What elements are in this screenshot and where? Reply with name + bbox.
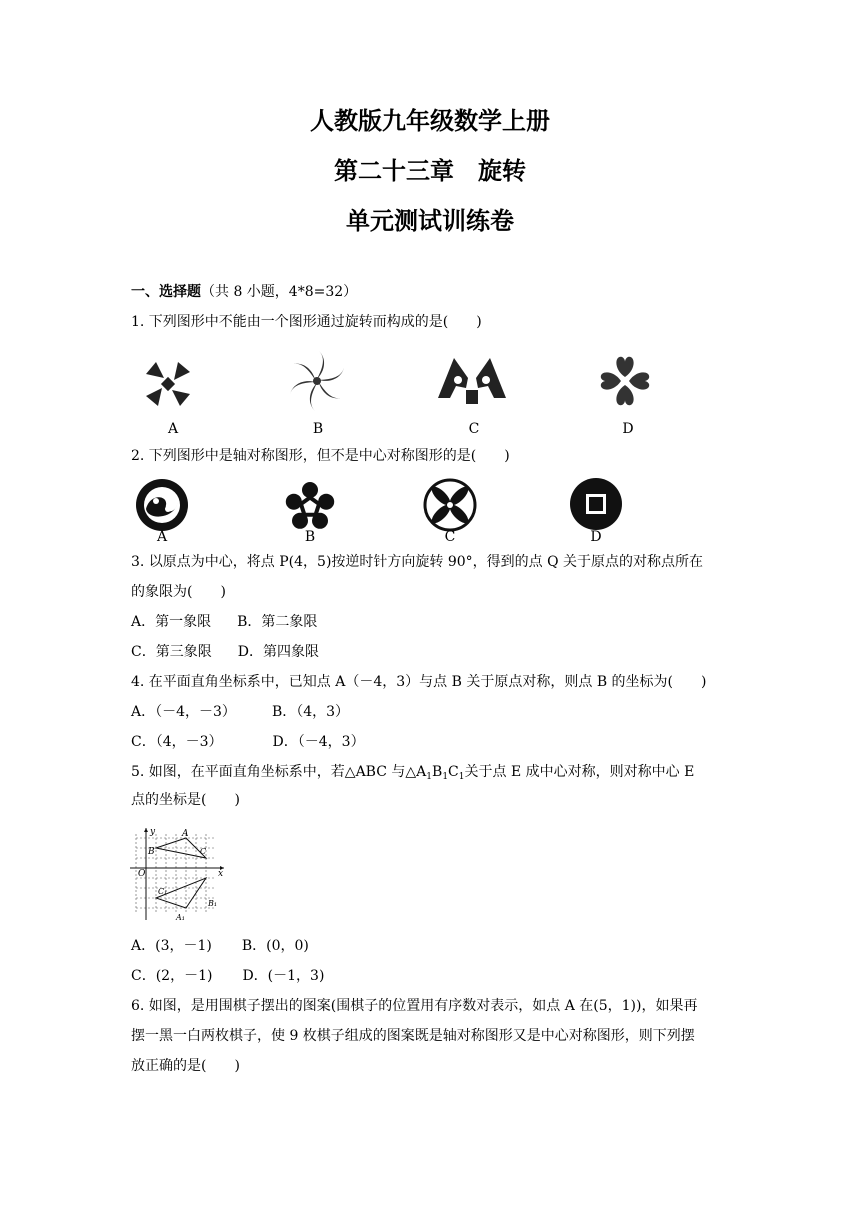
q5-point-b1: B₁ [208, 899, 218, 908]
q4-options-row-2 [131, 732, 365, 752]
q2-caption-d: D [590, 529, 602, 545]
q1-caption-a: A [167, 421, 179, 437]
question-3-line-1: 3. 以原点为中心，将点 P(4，5)按逆时针方向旋转 90°，得到的点 Q 关于原点的对称点所在 [131, 554, 704, 570]
q3-options-row-2 [131, 642, 319, 662]
q5-point-c1: C₁ [158, 887, 168, 896]
section-heading [131, 282, 357, 302]
q1-caption-d: D [622, 421, 634, 437]
q5-sub-a1: 1 [426, 772, 433, 782]
q2-caption-a: A [156, 529, 168, 545]
question-6-line-2: 摆一黑一白两枚棋子，使 9 枚棋子组成的图案既是轴对称图形又是中心对称图形，则下列摆 [131, 1028, 695, 1044]
question-6-line-1: 6. 如图，是用围棋子摆出的图案(围棋子的位置用有序数对表示，如点 A 在(5，1))，如果再 [131, 998, 698, 1014]
q3-option-b: B．第二象限 [237, 614, 318, 630]
q3-option-c: C．第三象限 [131, 644, 212, 660]
document-title: 人教版九年级数学上册 [310, 107, 550, 135]
q5-origin-label: O [138, 869, 146, 879]
q5-text-part-b: B [432, 764, 443, 780]
section-label: 一、选择题 [131, 284, 201, 300]
q5-option-d: D．(－1，3) [242, 968, 325, 984]
q1-figure-d-hearts [594, 352, 656, 410]
q2-figure-a-circle-swirl [132, 478, 192, 532]
q3-options-row-1 [131, 612, 317, 632]
q5-coordinate-figure [128, 826, 228, 924]
q2-figure-c-circle-petals [422, 478, 478, 532]
chapter-title: 第二十三章 旋转 [334, 157, 526, 185]
q5-x-label: x [218, 869, 224, 879]
q2-caption-c: C [444, 529, 456, 545]
q3-option-d: D．第四象限 [237, 644, 319, 660]
q5-sub-c1: 1 [458, 772, 465, 782]
question-2-text: 2. 下列图形中是轴对称图形，但不是中心对称图形的是( ) [131, 448, 510, 464]
q1-figure-c-triangles [436, 356, 508, 408]
q4-option-a: A．（－4，－3） [131, 704, 236, 720]
q5-options-row-1 [131, 936, 309, 956]
question-4-text: 4. 在平面直角坐标系中，已知点 A（－4，3）与点 B 关于原点对称，则点 B 的坐标为( ) [131, 674, 707, 690]
q4-option-d: D．（－4，3） [272, 734, 365, 750]
q2-figure-b-pentagon-flower [280, 480, 340, 532]
q2-caption-b: B [304, 529, 316, 545]
q5-option-b: B．(0，0) [241, 938, 309, 954]
q5-option-a: A．(3，－1) [131, 938, 212, 954]
q5-point-a: A [182, 829, 189, 839]
question-5-line-1 [131, 762, 694, 787]
q4-option-c: C．（4，－3） [131, 734, 223, 750]
question-1-text: 1. 下列图形中不能由一个图形通过旋转而构成的是( ) [131, 314, 482, 330]
q5-option-c: C．(2，－1) [131, 968, 213, 984]
q1-caption-c: C [468, 421, 480, 437]
question-5-line-2: 点的坐标是( ) [131, 792, 240, 808]
q1-figure-b-swirl [284, 348, 350, 414]
q4-options-row-1 [131, 702, 349, 722]
q5-options-row-2 [131, 966, 324, 986]
q3-option-a: A．第一象限 [131, 614, 212, 630]
q5-text-part-a: 5. 如图，在平面直角坐标系中，若△ABC 与△A [131, 764, 427, 780]
q1-figure-a-pinwheel [140, 356, 200, 412]
q5-text-part-d: 关于点 E 成中心对称，则对称中心 E [464, 764, 695, 780]
q2-figure-d-coin [568, 476, 624, 532]
q5-y-label: y [150, 827, 156, 837]
q4-option-b: B．（4，3） [271, 704, 350, 720]
question-3-line-2: 的象限为( ) [131, 584, 226, 600]
test-title: 单元测试训练卷 [346, 207, 514, 235]
q5-text-part-c: C [448, 764, 459, 780]
q5-sub-b1: 1 [442, 772, 449, 782]
section-count: （共 8 小题，4*8=32） [201, 284, 358, 300]
q1-caption-b: B [312, 421, 324, 437]
q5-point-c: C [200, 847, 207, 856]
question-6-line-3: 放正确的是( ) [131, 1058, 240, 1074]
q5-point-b: B [148, 847, 155, 857]
q5-point-a1: A₁ [176, 913, 185, 922]
